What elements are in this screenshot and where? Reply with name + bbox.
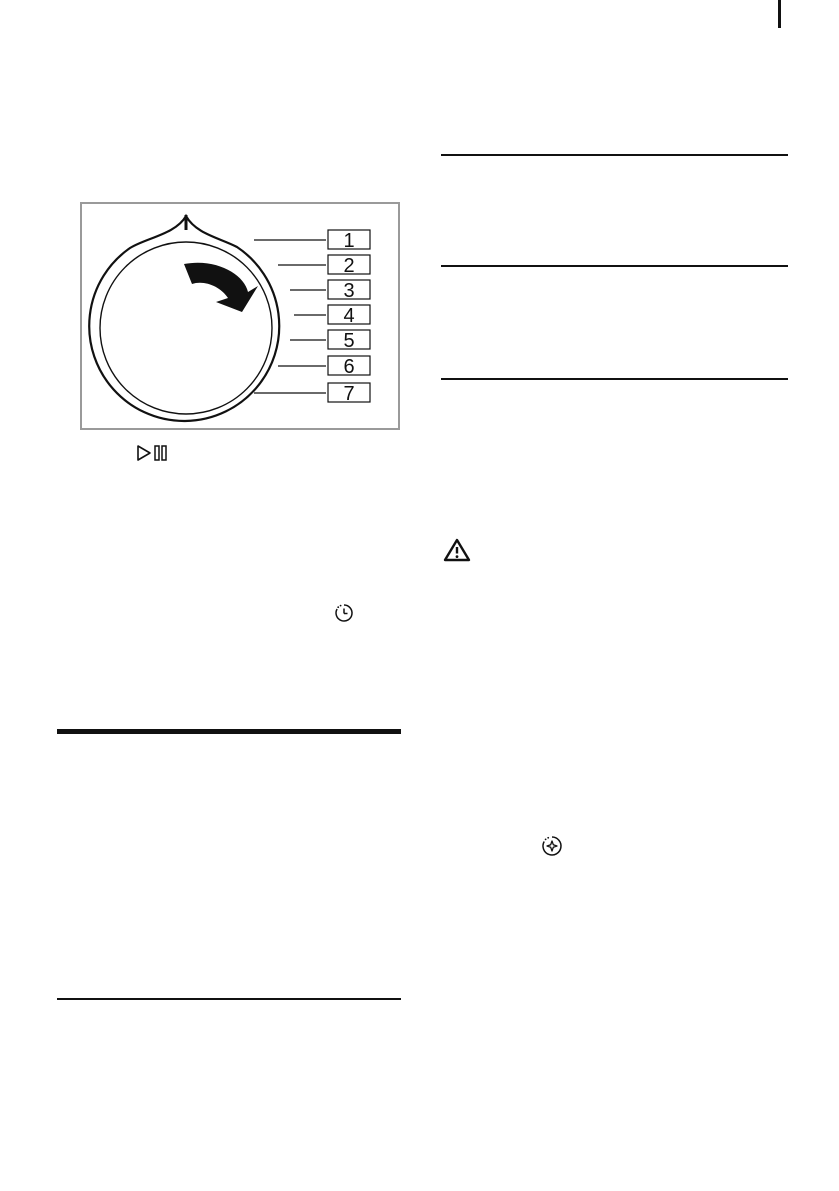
- rotation-arrow: [184, 263, 258, 312]
- callout-number-4: 4: [343, 305, 355, 327]
- programme-dial-figure: [80, 202, 402, 432]
- section-heading-rule: [57, 729, 401, 734]
- star-program-icon: [541, 835, 563, 857]
- callout-number-7: 7: [343, 383, 355, 405]
- callout-number-2: 2: [343, 255, 355, 277]
- timer-icon: [334, 603, 354, 623]
- warning-icon: [443, 538, 471, 562]
- section-rule-3: [441, 378, 788, 380]
- callout-number-6: 6: [343, 356, 355, 378]
- section-rule-1: [441, 154, 788, 156]
- callout-number-3: 3: [343, 280, 355, 302]
- callout-number-5: 5: [343, 330, 355, 352]
- dial-outer-ring: [89, 216, 279, 421]
- page-edge-mark: [778, 0, 781, 28]
- play-pause-icon: [136, 444, 170, 462]
- callout-number-1: 1: [343, 230, 355, 252]
- table-rule: [57, 998, 401, 1000]
- section-rule-2: [441, 265, 788, 267]
